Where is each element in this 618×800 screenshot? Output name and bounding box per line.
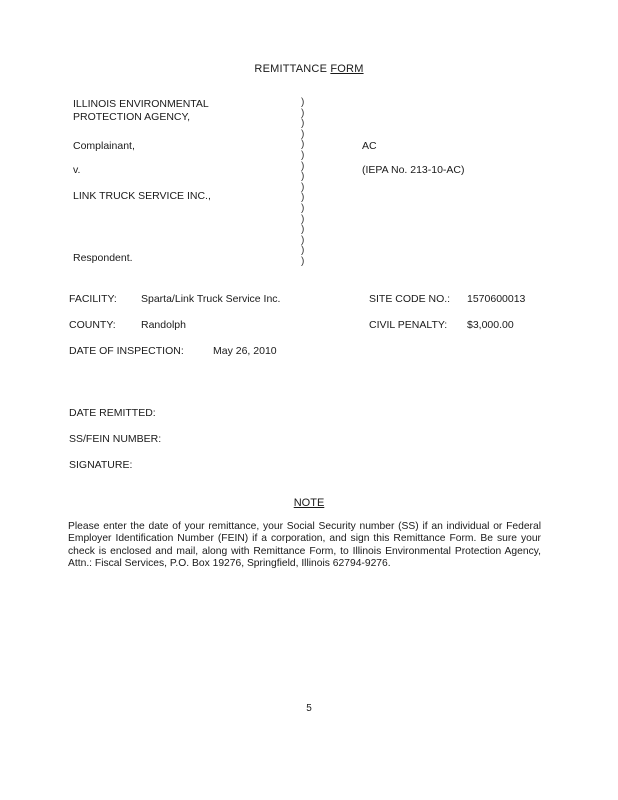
complainant-line-1: ILLINOIS ENVIRONMENTAL [73, 98, 209, 110]
caption-paren-mark: ) [301, 181, 305, 193]
signature-label: SIGNATURE: [69, 459, 133, 471]
caption-paren-mark: ) [301, 234, 305, 246]
inspection-date-label: DATE OF INSPECTION: [69, 345, 184, 357]
caption-paren-mark: ) [301, 192, 305, 204]
facility-value: Sparta/Link Truck Service Inc. [141, 293, 281, 305]
caption-divider [301, 98, 309, 268]
respondent-name: LINK TRUCK SERVICE INC., [73, 190, 211, 202]
form-title-part1: REMITTANCE [254, 63, 331, 75]
caption-paren-mark: ) [301, 128, 305, 140]
caption-paren-mark: ) [301, 171, 305, 183]
civil-penalty-value: $3,000.00 [467, 319, 514, 331]
county-value: Randolph [141, 319, 186, 331]
caption-paren-mark: ) [301, 97, 305, 108]
site-code-label: SITE CODE NO.: [369, 293, 451, 305]
caption-paren-mark: ) [301, 149, 305, 161]
complainant-label: Complainant, [73, 140, 135, 152]
inspection-date-value: May 26, 2010 [213, 345, 277, 357]
note-heading: NOTE [293, 497, 325, 509]
case-type: AC [362, 140, 377, 152]
case-number: (IEPA No. 213-10-AC) [362, 164, 465, 176]
civil-penalty-label: CIVIL PENALTY: [369, 319, 448, 331]
form-title [0, 63, 618, 75]
complainant-line-2: PROTECTION AGENCY, [73, 111, 191, 123]
page-number: 5 [306, 703, 312, 714]
caption-paren-mark: ) [301, 107, 305, 119]
caption-paren-mark: ) [301, 245, 305, 257]
caption-paren-mark: ) [301, 224, 305, 236]
note-body: Please enter the date of your remittance, your Social Security number (SS) if an individual or Federal Employer Identification Number (FEIN) if a corporation, and sign this Remittance Form. Be sure your check is enclosed and mail, along with Remittance Form, to Illinois Environmental Protection Agency, Attn.: Fiscal Services, P.O. Box 19276, Springfield, Illinois 62794-9276. [68, 521, 541, 570]
facility-label: FACILITY: [69, 293, 117, 305]
form-title-part2: FORM [330, 63, 364, 75]
respondent-label: Respondent. [73, 252, 133, 264]
caption-paren-mark: ) [301, 202, 305, 214]
versus-label: v. [73, 164, 81, 176]
ss-fein-label: SS/FEIN NUMBER: [69, 433, 162, 445]
caption-paren-mark: ) [301, 213, 305, 225]
caption-paren-mark: ) [301, 160, 305, 172]
date-remitted-label: DATE REMITTED: [69, 407, 156, 419]
caption-paren-mark: ) [301, 118, 305, 130]
site-code-value: 1570600013 [467, 293, 526, 305]
caption-paren-mark: ) [301, 139, 305, 151]
caption-paren-mark: ) [301, 255, 305, 267]
complainant-name [73, 98, 209, 124]
county-label: COUNTY: [69, 319, 116, 331]
